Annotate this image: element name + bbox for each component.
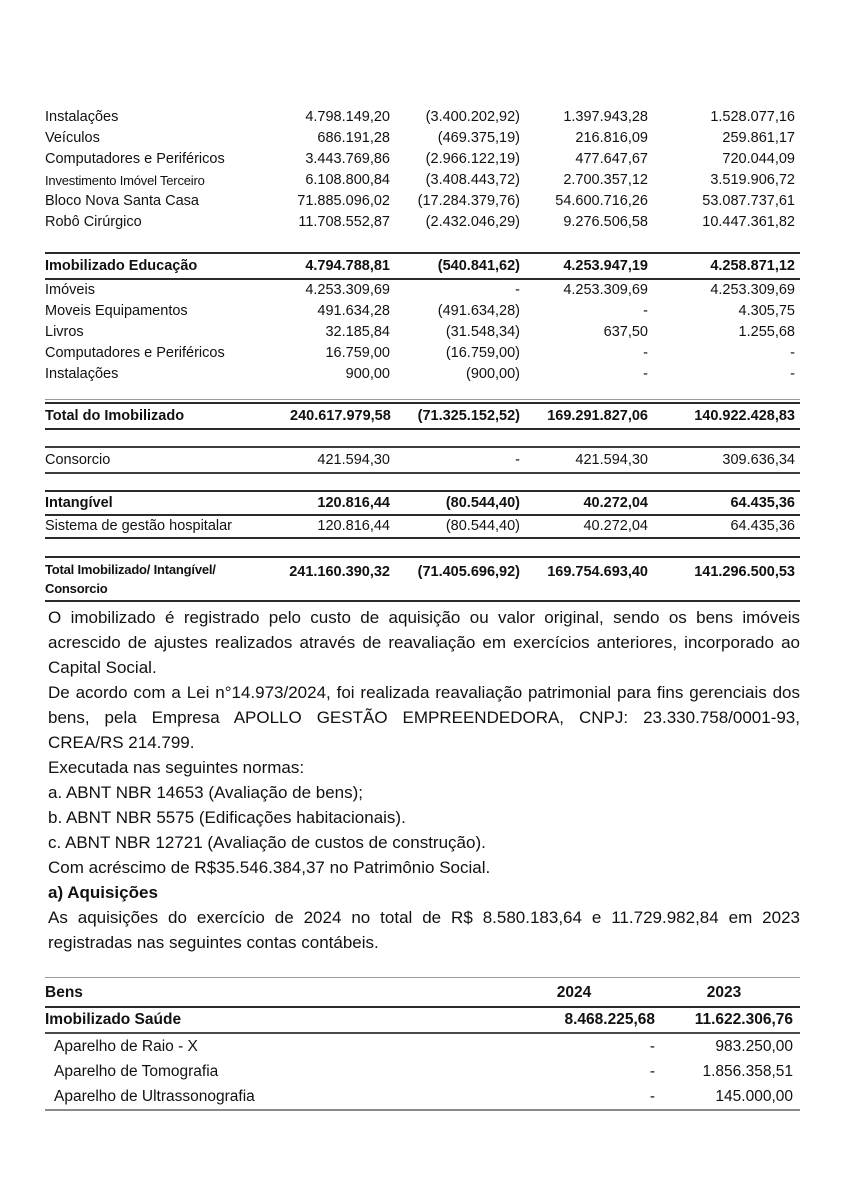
- row-value: 2.700.357,12: [563, 172, 648, 188]
- row-value: 240.617.979,58: [290, 408, 391, 424]
- aquisicoes-table-header: [45, 980, 800, 1008]
- spacer: [45, 385, 800, 399]
- row-value: 4.253.309,69: [710, 282, 795, 298]
- row-value: -: [649, 1063, 655, 1080]
- row-value: 421.594,30: [317, 452, 390, 468]
- row-value: 3.519.906,72: [710, 172, 795, 188]
- aquisicoes-detail-rows: [45, 1034, 800, 1111]
- table-row: [45, 449, 800, 471]
- table-row: [45, 1084, 800, 1109]
- row-label: Robô Cirúrgico: [45, 214, 142, 230]
- page-content: [45, 107, 800, 1111]
- table-row: [45, 170, 800, 191]
- row-value: 4.305,75: [738, 303, 795, 319]
- row-value: 11.622.306,76: [694, 1011, 793, 1028]
- norm-item: b. ABNT NBR 5575 (Edificações habitacionais).: [48, 808, 406, 827]
- row-value: -: [515, 452, 520, 468]
- table-row: [45, 322, 800, 343]
- intangivel-section: [45, 490, 800, 539]
- row-value: (469.375,19): [437, 130, 520, 146]
- row-label: Computadores e Periféricos: [45, 345, 225, 361]
- row-value: 477.647,67: [575, 151, 648, 167]
- row-label: Veículos: [45, 130, 100, 146]
- row-value: 16.759,00: [325, 345, 390, 361]
- row-value: (71.325.152,52): [417, 408, 520, 424]
- row-value: 216.816,09: [575, 130, 648, 146]
- row-value: 4.794.788,81: [305, 258, 390, 274]
- row-value: -: [643, 303, 648, 319]
- row-value: (3.408.443,72): [425, 172, 520, 188]
- row-label: Consorcio: [45, 452, 111, 468]
- notes-text-block: [45, 605, 800, 955]
- paragraph-imobilizado: O imobilizado é registrado pelo custo de aquisição ou valor original, sendo os bens imóveis acrescido de ajustes realizados através de reavaliação em exercícios anteriores, incorporado ao Capital Social.: [48, 608, 800, 677]
- row-value: (17.284.379,76): [417, 193, 520, 209]
- row-value: 259.861,17: [722, 130, 795, 146]
- row-value: 169.291.827,06: [547, 408, 648, 424]
- row-value: 32.185,84: [325, 324, 390, 340]
- row-value: 900,00: [345, 366, 390, 382]
- row-value: 11.708.552,87: [298, 214, 390, 230]
- table-row: [45, 343, 800, 364]
- row-value: -: [649, 1088, 655, 1105]
- fixed-assets-saude-rows: [45, 107, 800, 233]
- table-row: [45, 301, 800, 322]
- row-value: 64.435,36: [730, 518, 795, 534]
- spacer: [45, 539, 800, 556]
- row-label: Total Imobilizado/ Intangível/ Consorcio: [45, 562, 216, 596]
- row-value: 4.258.871,12: [710, 258, 795, 274]
- row-value: 3.443.769,86: [305, 151, 390, 167]
- row-value: 309.636,34: [722, 452, 795, 468]
- row-label: Total do Imobilizado: [45, 408, 185, 424]
- norm-item: c. ABNT NBR 12721 (Avaliação de custos de construção).: [48, 833, 486, 852]
- row-value: 983.250,00: [715, 1038, 793, 1055]
- row-value: 421.594,30: [575, 452, 648, 468]
- row-value: (80.544,40): [445, 518, 520, 534]
- row-value: 637,50: [603, 324, 648, 340]
- row-label: Imobilizado Saúde: [45, 1011, 182, 1028]
- row-value: 4.253.309,69: [305, 282, 390, 298]
- row-value: -: [515, 282, 520, 298]
- row-value: 720.044,09: [722, 151, 795, 167]
- column-header-2024: 2024: [556, 984, 592, 1001]
- paragraph-aquisicoes: As aquisições do exercício de 2024 no total de R$ 8.580.183,64 e 11.729.982,84 em 2023 registradas nas seguintes contas contábeis.: [48, 908, 800, 952]
- row-value: -: [790, 345, 795, 361]
- row-value: 8.468.225,68: [564, 1011, 655, 1028]
- row-value: 40.272,04: [583, 518, 648, 534]
- row-value: 141.296.500,53: [694, 564, 795, 580]
- table-row: [45, 492, 800, 516]
- row-value: (31.548,34): [445, 324, 520, 340]
- row-value: -: [790, 366, 795, 382]
- row-value: (3.400.202,92): [425, 109, 520, 125]
- spacer: [45, 430, 800, 446]
- row-value: 64.435,36: [730, 495, 795, 511]
- row-value: 1.856.358,51: [702, 1063, 793, 1080]
- row-value: -: [643, 366, 648, 382]
- row-value: 120.816,44: [317, 495, 390, 511]
- row-value: (900,00): [465, 366, 520, 382]
- table-row: [45, 1008, 800, 1032]
- column-header-2023: 2023: [706, 984, 742, 1001]
- table-row: [45, 212, 800, 233]
- heading-aquisicoes: a) Aquisições: [48, 883, 158, 902]
- aquisicoes-table: [45, 977, 800, 1111]
- table-row: [45, 405, 800, 427]
- row-label: Livros: [45, 324, 84, 340]
- row-value: (71.405.696,92): [417, 564, 520, 580]
- total-imobilizado-row: [45, 402, 800, 430]
- table-top-line: [45, 977, 800, 978]
- row-label: Moveis Equipamentos: [45, 303, 188, 319]
- row-value: 1.528.077,16: [710, 109, 795, 125]
- row-value: 140.922.428,83: [694, 408, 795, 424]
- table-row: [45, 128, 800, 149]
- row-label: Sistema de gestão hospitalar: [45, 518, 232, 534]
- row-label: Computadores e Periféricos: [45, 151, 225, 167]
- row-label: Bloco Nova Santa Casa: [45, 193, 199, 209]
- row-value: 120.816,44: [317, 518, 390, 534]
- table-row: [45, 1034, 800, 1059]
- row-value: 9.276.506,58: [563, 214, 648, 230]
- row-value: (540.841,62): [437, 258, 520, 274]
- row-value: 71.885.096,02: [297, 193, 390, 209]
- row-value: 686.191,28: [317, 130, 390, 146]
- row-value: (491.634,28): [437, 303, 520, 319]
- row-value: 4.253.947,19: [563, 258, 648, 274]
- row-value: (80.544,40): [445, 495, 520, 511]
- row-value: (2.432.046,29): [425, 214, 520, 230]
- table-row: [45, 516, 800, 537]
- spacer: [45, 474, 800, 490]
- divider-line: [45, 399, 800, 400]
- row-label: Aparelho de Ultrassonografia: [54, 1088, 255, 1105]
- column-header-bens: Bens: [45, 984, 83, 1001]
- row-value: 53.087.737,61: [702, 193, 795, 209]
- row-value: -: [649, 1038, 655, 1055]
- spacer: [45, 233, 800, 252]
- row-value: 4.253.309,69: [563, 282, 648, 298]
- table-row: [45, 149, 800, 170]
- table-row: [45, 254, 800, 280]
- consorcio-row: [45, 446, 800, 474]
- table-row: [45, 107, 800, 128]
- row-value: 169.754.693,40: [547, 564, 648, 580]
- row-value: 491.634,28: [317, 303, 390, 319]
- row-value: 1.397.943,28: [563, 109, 648, 125]
- row-value: (16.759,00): [445, 345, 520, 361]
- row-value: 10.447.361,82: [702, 214, 795, 230]
- table-row: [45, 364, 800, 385]
- norms-list: [48, 780, 800, 855]
- row-value: 145.000,00: [715, 1088, 793, 1105]
- row-label: Aparelho de Tomografia: [54, 1063, 219, 1080]
- paragraph-acrescimo: Com acréscimo de R$35.546.384,37 no Patrimônio Social.: [48, 858, 491, 877]
- row-label: Investimento Imóvel Terceiro: [45, 173, 205, 188]
- row-label: Imobilizado Educação: [45, 258, 198, 274]
- row-value: 4.798.149,20: [305, 109, 390, 125]
- row-label: Instalações: [45, 366, 119, 382]
- table-row: [45, 191, 800, 212]
- row-value: 6.108.800,84: [305, 172, 390, 188]
- row-label: Aparelho de Raio - X: [54, 1038, 198, 1055]
- row-label: Intangível: [45, 495, 113, 511]
- grand-total-row: [45, 556, 800, 602]
- row-value: 40.272,04: [583, 495, 648, 511]
- row-value: 1.255,68: [738, 324, 795, 340]
- table-row: [45, 1059, 800, 1084]
- row-value: 54.600.716,26: [555, 193, 648, 209]
- table-row: [45, 560, 800, 598]
- fixed-assets-educacao-section: [45, 252, 800, 385]
- row-value: -: [643, 345, 648, 361]
- row-label: Imóveis: [45, 282, 95, 298]
- paragraph-normas-intro: Executada nas seguintes normas:: [48, 758, 305, 777]
- row-value: (2.966.122,19): [425, 151, 520, 167]
- row-value: 241.160.390,32: [289, 564, 390, 580]
- imobilizado-saude-row: [45, 1008, 800, 1034]
- table-row: [45, 280, 800, 301]
- row-label: Instalações: [45, 109, 119, 125]
- paragraph-lei: De acordo com a Lei n°14.973/2024, foi realizada reavaliação patrimonial para fins gerenciais dos bens, pela Empresa APOLLO GESTÃO EMPREENDEDORA, CNPJ: 23.330.758/0001-93, CREA/RS 214.799.: [48, 683, 800, 752]
- norm-item: a. ABNT NBR 14653 (Avaliação de bens);: [48, 783, 363, 802]
